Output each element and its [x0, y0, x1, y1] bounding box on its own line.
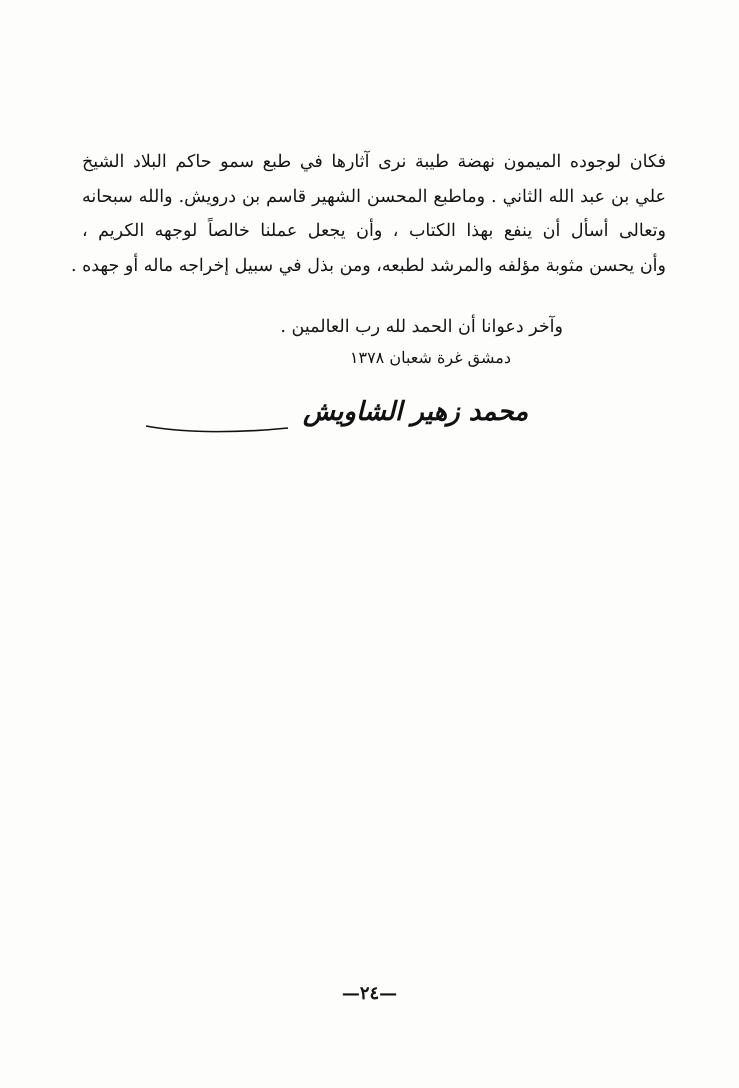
signature-underline-stroke	[146, 426, 288, 432]
date-place-line: دمشق غرة شعبان ١٣٧٨	[349, 348, 511, 367]
page-number: —٢٤—	[341, 983, 398, 1004]
body-line-1: فكان لوجوده الميمون نهضة طيبة نرى آثارها في طبع سمو حاكم البلاد الشيخ	[82, 152, 666, 172]
body-line-3: وتعالى أسأل أن ينفع بهذا الكتاب ، وأن يجعل عملنا خالصاً لوجهه الكريم ،	[82, 221, 666, 241]
handwritten-signature	[138, 382, 529, 442]
body-line-2: علي بن عبد الله الثاني . وماطبع المحسن الشهير قاسم بن درويش. والله سبحانه	[82, 186, 666, 207]
body-paragraph	[70, 145, 666, 283]
closing-line: وآخر دعوانا أن الحمد لله رب العالمين .	[280, 317, 563, 337]
signature-glyphs: محمد زهير الشاويش	[303, 397, 529, 427]
body-line-4: وأن يحسن مثوبة مؤلفه والمرشد لطبعه، ومن بذل في سبيل إخراجه ماله أو جهده .	[70, 255, 666, 276]
signature-image	[138, 382, 529, 442]
